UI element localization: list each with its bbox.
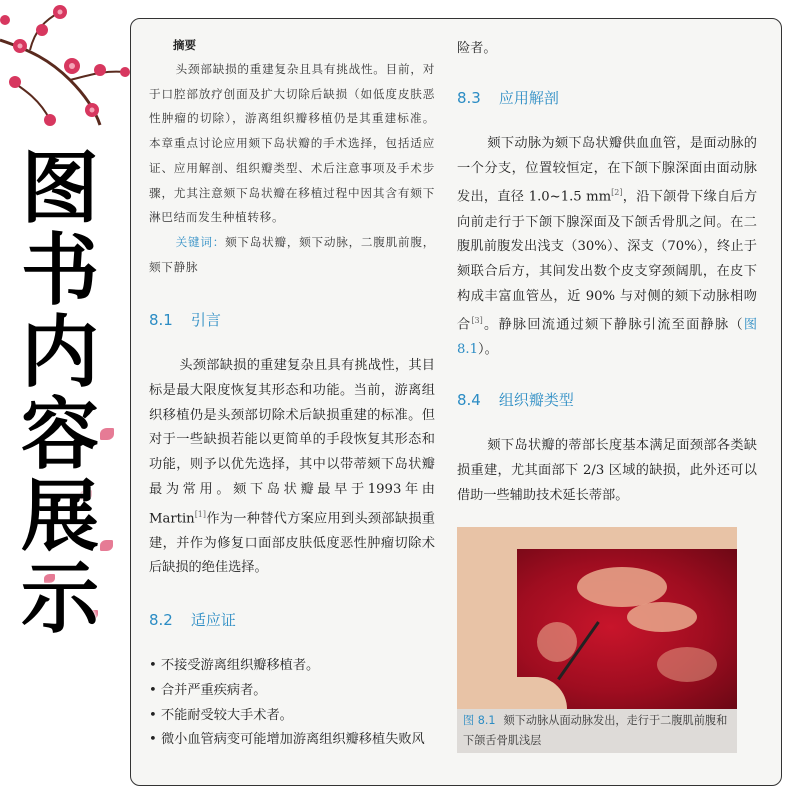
figure-label: 图 8.1 (463, 714, 496, 727)
section-number: 8.3 (457, 89, 481, 107)
figure-caption-text: 颏下动脉从面动脉发出，走行于二腹肌前腹和下颌舌骨肌浅层 (463, 714, 728, 747)
intro-paragraph (149, 354, 435, 581)
figure-link[interactable]: 图 8.1 (457, 317, 758, 358)
section-title: 应用解剖 (498, 89, 559, 107)
section-title: 引言 (190, 311, 221, 330)
section-number: 8.1 (149, 311, 173, 330)
right-column (457, 19, 757, 508)
side-title-char: 展 (20, 472, 99, 562)
section-number: 8.4 (457, 391, 481, 410)
citation-ref: [3] (471, 316, 483, 326)
side-title-char: 容 (20, 390, 99, 480)
left-column (149, 19, 435, 753)
section-heading-8-3 (457, 87, 757, 108)
section-heading-8-2 (149, 609, 435, 630)
section-heading-8-4 (457, 389, 757, 410)
indication-continuation: 险者。 (457, 41, 497, 56)
keywords-text: 颏下岛状瓣，颏下动脉，二腹肌前腹，颏下静脉 (149, 234, 435, 274)
citation-ref: [1] (194, 509, 207, 519)
anatomy-text-1: 颏下动脉为颏下岛状瓣供血血管，是面动脉的一个分支，位置较恒定，在下颌下腺深面由面动脉发出，直径 1.0~1.5 mm (457, 136, 757, 205)
intro-text-a: 头颈部缺损的重建复杂且具有挑战性，其目标是最大限度恢复其形态和功能。当前，游离组织移植仍是头颈部切除术后缺损重建的标准。但对于一些缺损若能以更简单的手段恢复其形态和功能，则予以优先选择，其中以带蒂颏下岛状瓣最为常用。颏下岛状瓣最早于1993年由 Martin (149, 358, 435, 526)
book-page-preview (130, 18, 782, 786)
abstract-block (149, 57, 435, 279)
plum-blossom-decoration (0, 0, 140, 160)
intro-text-b: 作为一种替代方案应用到头颈部缺损重建，并作为修复口面部皮肤低度恶性肿瘤切除术后缺损的绝佳选择。 (149, 510, 435, 576)
keywords-label: 关键词： (175, 234, 226, 249)
section-title: 组织瓣类型 (498, 391, 574, 410)
anatomy-text-4: ）。 (477, 342, 498, 358)
citation-ref: [2] (611, 188, 623, 198)
side-title-char: 书 (20, 226, 99, 316)
list-item: • 不能耐受较大手术者。 (149, 704, 435, 729)
side-title-char: 内 (20, 308, 99, 398)
side-title (14, 144, 106, 644)
anatomy-text-2: ，沿下颌骨下缘自后方向前走行于下颌下腺深面及下颌舌骨肌之间。在二腹肌前腹发出浅支（30%）、深支（70%），终止于颏联合后方，其间发出数个皮支穿颈阔肌，在皮下构成丰富血管丛，近 90% 与对侧的颏下动脉相吻合 (457, 189, 758, 333)
flap-types-paragraph: 颏下岛状瓣的蒂部长度基本满足面颈部各类缺损重建，尤其面部下 2/3 区域的缺损，此外还可以借助一些辅助技术延长蒂部。 (457, 438, 757, 503)
surgical-photo (457, 527, 737, 709)
list-item: • 微小血管病变可能增加游离组织瓣移植失败风 (149, 728, 435, 753)
section-heading-8-1 (149, 309, 435, 330)
indications-list (149, 654, 435, 753)
abstract-keywords (149, 230, 435, 279)
abstract-heading: 摘要 (173, 38, 196, 52)
section-title: 适应证 (190, 611, 236, 630)
figure-caption (457, 709, 737, 753)
anatomy-paragraph (457, 132, 757, 363)
side-title-char: 图 (20, 144, 99, 234)
list-item: • 不接受游离组织瓣移植者。 (149, 654, 435, 679)
abstract-text: 头颈部缺损的重建复杂且具有挑战性。目前，对于口腔部放疗创面及扩大切除后缺损（如低度皮肤恶性肿瘤的切除），游离组织瓣移植仍是其重建标准。本章重点讨论应用颏下岛状瓣的手术选择，包括适应证、应用解剖、组织瓣类型、术后注意事项及手术步骤，尤其注意颏下岛状瓣在移植过程中因其含有颏下淋巴结而发生种植转移。 (149, 62, 435, 225)
list-item: • 合并严重疾病者。 (149, 679, 435, 704)
anatomy-text-3: 。静脉回流通过颏下静脉引流至面静脉（ (482, 317, 744, 333)
side-title-char: 示 (20, 554, 99, 644)
section-number: 8.2 (149, 611, 173, 630)
